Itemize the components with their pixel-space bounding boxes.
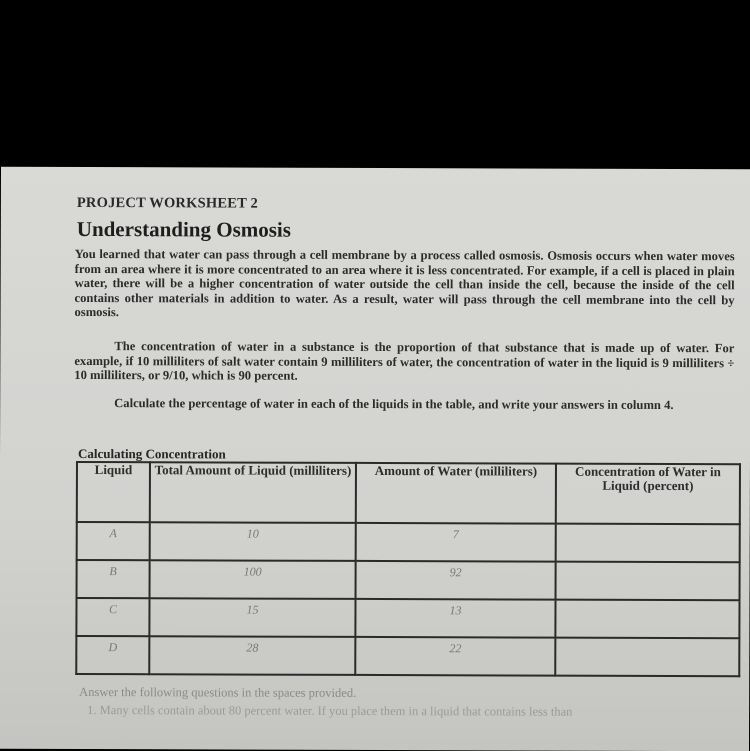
table-row: [76, 598, 739, 638]
header-concentration: Concentration of Water in Liquid (percent): [556, 464, 740, 525]
worksheet-label: PROJECT WORKSHEET 2: [76, 194, 258, 212]
question-fragment: 1. Many cells contain about 80 percent water. If you place them in a liquid that contains less than: [87, 702, 573, 719]
header-liquid: Liquid: [77, 462, 150, 522]
cell-water: 92: [356, 561, 556, 600]
cell-liquid: D: [76, 636, 149, 674]
cell-concentration-answer[interactable]: [556, 562, 740, 601]
table-row: [77, 522, 740, 562]
cell-total: 28: [149, 636, 355, 675]
answer-instruction: Answer the following questions in the spaces provided.: [79, 684, 357, 700]
worksheet-title: Understanding Osmosis: [76, 216, 291, 242]
cell-liquid: A: [77, 522, 150, 560]
concentration-table: [75, 461, 741, 677]
table-row: [77, 560, 740, 600]
cell-concentration-answer[interactable]: [556, 524, 740, 563]
instruction-paragraph: Calculate the percentage of water in each of the liquids in the table, and write your answers in column 4.: [114, 396, 674, 413]
table-title: Calculating Concentration: [77, 445, 226, 462]
header-total-amount: Total Amount of Liquid (milliliters): [150, 462, 356, 523]
worksheet-page: [0, 167, 750, 751]
cell-total: 100: [150, 560, 356, 599]
header-amount-water: Amount of Water (milliliters): [356, 463, 556, 524]
cell-total: 10: [150, 522, 356, 561]
table-header-row: [77, 462, 740, 524]
table-row: [76, 636, 739, 676]
cell-concentration-answer[interactable]: [555, 638, 739, 677]
cell-liquid: B: [77, 560, 150, 598]
cell-concentration-answer[interactable]: [555, 600, 739, 639]
intro-paragraph: You learned that water can pass through a cell membrane by a process called osmosis. Osmosis occurs when water moves from an area where it is more concentrated to an area where it is less concentrated. For example, if a cell is placed in plain water, there will be a higher concentration of water outside the cell than inside the cell, because the inside of the cell contains other materials in addition to water. As a result, water will pass through the cell membrane into the cell by osmosis.: [74, 246, 735, 320]
cell-water: 22: [355, 637, 555, 676]
cell-water: 13: [355, 599, 555, 638]
cell-total: 15: [149, 598, 355, 637]
concentration-paragraph: The concentration of water in a substance is the proportion of that substance that is made up of water. For example, if 10 milliliters of salt water contain 9 milliliters of water, the concentration of water in the liquid is 9 milliliters ÷ 10 milliliters, or 9/10, which is 90 percent.: [74, 339, 735, 383]
cell-water: 7: [356, 523, 556, 562]
cell-liquid: C: [76, 598, 149, 636]
